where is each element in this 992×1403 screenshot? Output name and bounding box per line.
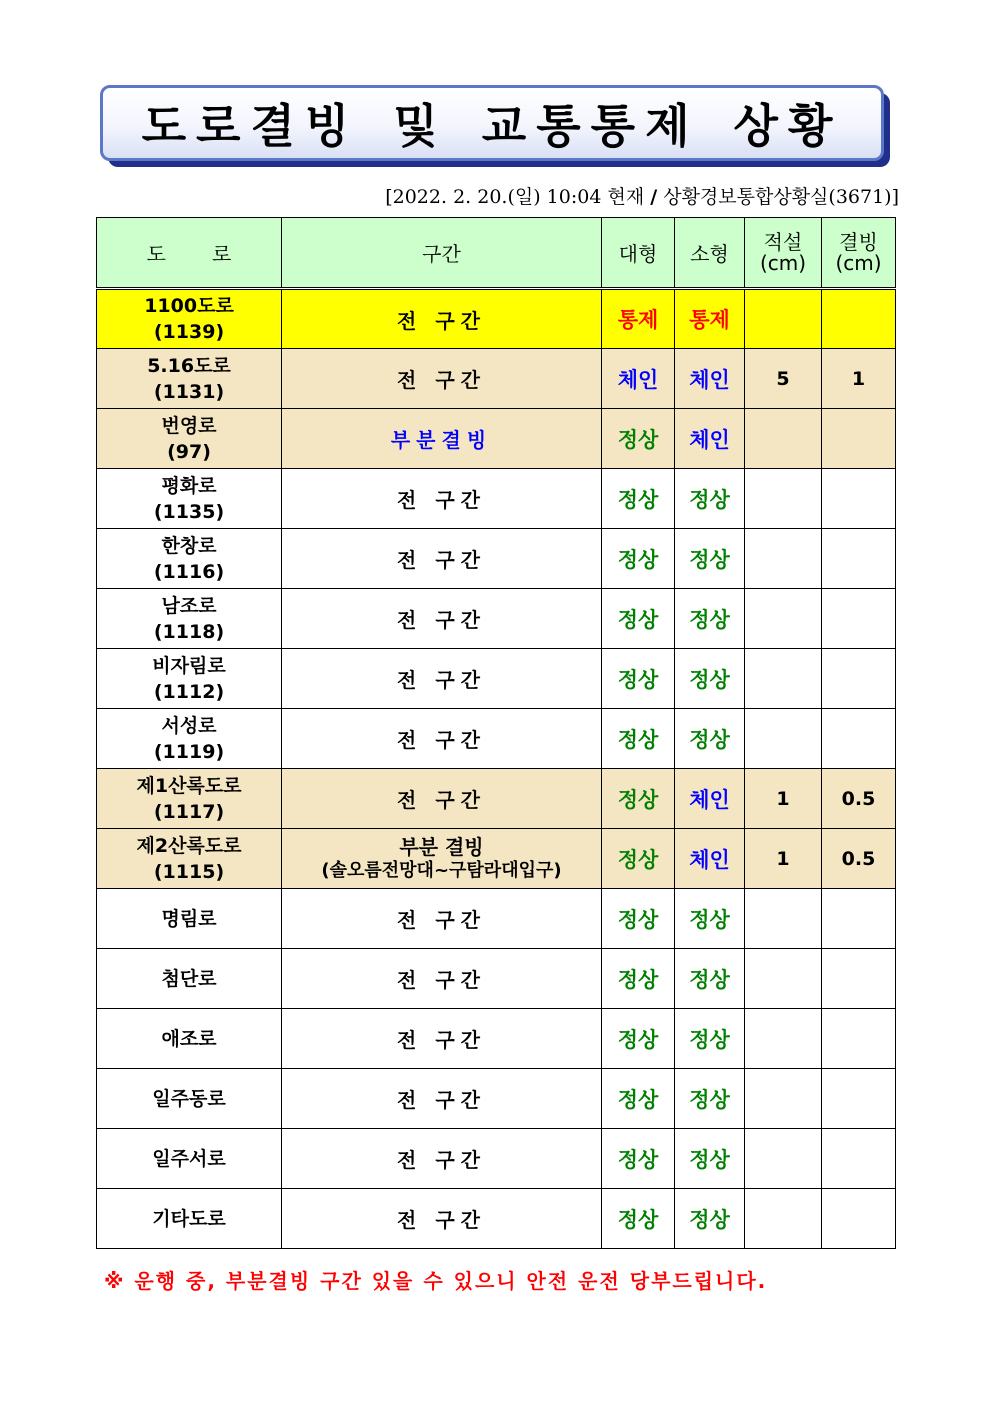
ice-depth-value <box>822 289 896 349</box>
road-name-cell <box>97 349 282 409</box>
small-vehicle-status: 정상 <box>675 709 745 769</box>
section-label: 전 구간 <box>282 1189 602 1249</box>
section-label: 전 구간 <box>282 1129 602 1189</box>
road-name: 1100도로 <box>144 295 234 317</box>
large-vehicle-status: 정상 <box>602 409 675 469</box>
road-code: (1115) <box>153 860 225 883</box>
section-label: 전 구간 <box>282 1069 602 1129</box>
table-body <box>97 289 896 1249</box>
section-label: 전 구간 <box>282 529 602 589</box>
table-row <box>97 1129 896 1189</box>
road-name-cell <box>97 709 282 769</box>
ice-depth-value <box>822 1069 896 1129</box>
large-vehicle-status: 정상 <box>602 1069 675 1129</box>
table-row <box>97 649 896 709</box>
snow-depth-value <box>745 709 822 769</box>
table-row <box>97 409 896 469</box>
section-label: 전 구간 <box>282 769 602 829</box>
road-code: (1135) <box>153 500 225 523</box>
road-name-cell <box>97 949 282 1009</box>
section-label: 전 구간 <box>282 649 602 709</box>
title-box <box>100 85 884 161</box>
road-name: 비자림로 <box>152 654 226 677</box>
large-vehicle-status: 정상 <box>602 769 675 829</box>
large-vehicle-status: 정상 <box>602 589 675 649</box>
small-vehicle-status: 체인 <box>675 769 745 829</box>
header-road: 도로 <box>97 218 282 289</box>
ice-depth-value <box>822 469 896 529</box>
road-name: 서성로 <box>161 714 217 737</box>
road-status-table <box>96 217 896 1249</box>
safety-notice: ※ 운행 중, 부분결빙 구간 있을 수 있으니 안전 운전 당부드립니다. <box>104 1269 768 1293</box>
large-vehicle-status: 정상 <box>602 469 675 529</box>
small-vehicle-status: 정상 <box>675 589 745 649</box>
large-vehicle-status: 정상 <box>602 949 675 1009</box>
road-name-cell <box>97 289 282 349</box>
road-name-cell <box>97 529 282 589</box>
large-vehicle-status: 정상 <box>602 709 675 769</box>
ice-depth-value <box>822 409 896 469</box>
road-name: 남조로 <box>161 594 217 617</box>
large-vehicle-status: 정상 <box>602 529 675 589</box>
large-vehicle-status: 정상 <box>602 1009 675 1069</box>
small-vehicle-status: 정상 <box>675 529 745 589</box>
road-name-cell <box>97 1129 282 1189</box>
ice-depth-value: 0.5 <box>822 769 896 829</box>
road-name-cell <box>97 589 282 649</box>
report-date: [2022. 2. 20.(일) 10:04 현재 <box>385 186 645 208</box>
header-large-vehicle: 대형 <box>602 218 675 289</box>
road-name-cell <box>97 769 282 829</box>
road-code: (1131) <box>153 380 225 403</box>
small-vehicle-status: 체인 <box>675 409 745 469</box>
road-code: (1139) <box>153 321 225 343</box>
snow-depth-value <box>745 469 822 529</box>
road-name-cell <box>97 469 282 529</box>
small-vehicle-status: 정상 <box>675 469 745 529</box>
table-row <box>97 529 896 589</box>
ice-depth-value <box>822 1009 896 1069</box>
page-title: 도로결빙 및 교통통제 상황 <box>141 99 843 153</box>
road-name: 한창로 <box>161 534 217 557</box>
table-row <box>97 349 896 409</box>
large-vehicle-status: 정상 <box>602 649 675 709</box>
large-vehicle-status: 체인 <box>602 349 675 409</box>
snow-depth-value: 1 <box>745 769 822 829</box>
snow-depth-value <box>745 589 822 649</box>
ice-depth-value: 0.5 <box>822 829 896 889</box>
table-header-row <box>97 218 896 289</box>
road-name-cell <box>97 1009 282 1069</box>
small-vehicle-status: 체인 <box>675 829 745 889</box>
snow-depth-value <box>745 1069 822 1129</box>
road-code: (1118) <box>153 620 225 643</box>
road-name-cell <box>97 1189 282 1249</box>
road-name: 애조로 <box>161 1027 217 1050</box>
section-label: 전 구간 <box>282 589 602 649</box>
report-timestamp <box>385 182 899 209</box>
road-code: (1117) <box>153 800 225 823</box>
section-cell <box>282 829 602 889</box>
road-name: 제1산록도로 <box>136 774 242 797</box>
small-vehicle-status: 정상 <box>675 1129 745 1189</box>
ice-depth-value <box>822 889 896 949</box>
header-snow-depth: 적설 (cm) <box>745 218 822 289</box>
large-vehicle-status: 정상 <box>602 1189 675 1249</box>
snow-depth-value: 5 <box>745 349 822 409</box>
ice-depth-value <box>822 529 896 589</box>
large-vehicle-status: 정상 <box>602 1129 675 1189</box>
snow-depth-value <box>745 1129 822 1189</box>
table-row <box>97 829 896 889</box>
road-name-cell <box>97 649 282 709</box>
table-row <box>97 589 896 649</box>
road-code: (1116) <box>153 560 225 583</box>
snow-depth-value <box>745 529 822 589</box>
section-label: 전 구간 <box>282 349 602 409</box>
table-row <box>97 469 896 529</box>
road-name: 평화로 <box>161 474 217 497</box>
road-name: 번영로 <box>161 414 217 437</box>
section-detail: (솔오름전망대~구탐라대입구) <box>321 859 562 881</box>
snow-depth-value <box>745 889 822 949</box>
road-code: (97) <box>167 440 211 463</box>
large-vehicle-status: 통제 <box>602 289 675 349</box>
section-label: 전 구간 <box>282 949 602 1009</box>
snow-depth-value <box>745 949 822 1009</box>
header-section: 구간 <box>282 218 602 289</box>
header-small-vehicle: 소형 <box>675 218 745 289</box>
ice-depth-value <box>822 589 896 649</box>
large-vehicle-status: 정상 <box>602 889 675 949</box>
snow-depth-value <box>745 289 822 349</box>
small-vehicle-status: 정상 <box>675 1009 745 1069</box>
table-row <box>97 769 896 829</box>
title-banner <box>100 85 890 167</box>
large-vehicle-status: 정상 <box>602 829 675 889</box>
section-label: 부분결빙 <box>282 409 602 469</box>
report-office: 상황경보통합상황실(3671)] <box>663 186 899 208</box>
table-row <box>97 889 896 949</box>
ice-depth-value <box>822 709 896 769</box>
road-name: 5.16도로 <box>147 354 231 377</box>
road-name: 명림로 <box>161 907 217 930</box>
small-vehicle-status: 정상 <box>675 1069 745 1129</box>
snow-depth-value <box>745 409 822 469</box>
table-row <box>97 1009 896 1069</box>
snow-depth-value <box>745 1009 822 1069</box>
ice-depth-value <box>822 649 896 709</box>
small-vehicle-status: 체인 <box>675 349 745 409</box>
table-row <box>97 709 896 769</box>
table-row <box>97 1069 896 1129</box>
snow-depth-value <box>745 649 822 709</box>
ice-depth-value <box>822 1189 896 1249</box>
section-label: 전 구간 <box>282 289 602 349</box>
road-name: 일주서로 <box>152 1147 226 1170</box>
small-vehicle-status: 정상 <box>675 649 745 709</box>
road-name: 제2산록도로 <box>136 834 242 857</box>
road-name: 기타도로 <box>152 1207 226 1230</box>
header-ice-depth: 결빙 (cm) <box>822 218 896 289</box>
small-vehicle-status: 정상 <box>675 949 745 1009</box>
small-vehicle-status: 정상 <box>675 1189 745 1249</box>
small-vehicle-status: 통제 <box>675 289 745 349</box>
road-code: (1112) <box>153 680 225 703</box>
road-name-cell <box>97 829 282 889</box>
ice-depth-value <box>822 949 896 1009</box>
table-row <box>97 1189 896 1249</box>
section-label: 전 구간 <box>282 709 602 769</box>
table-row <box>97 289 896 349</box>
section-label: 전 구간 <box>282 469 602 529</box>
road-name-cell <box>97 409 282 469</box>
road-code: (1119) <box>153 740 225 763</box>
road-name: 일주동로 <box>152 1087 226 1110</box>
small-vehicle-status: 정상 <box>675 889 745 949</box>
section-label: 전 구간 <box>282 1009 602 1069</box>
road-name-cell <box>97 889 282 949</box>
table-row <box>97 949 896 1009</box>
snow-depth-value <box>745 1189 822 1249</box>
section-label: 전 구간 <box>282 889 602 949</box>
snow-depth-value: 1 <box>745 829 822 889</box>
road-name-cell <box>97 1069 282 1129</box>
ice-depth-value: 1 <box>822 349 896 409</box>
ice-depth-value <box>822 1129 896 1189</box>
section-label: 부분 결빙 <box>399 834 484 859</box>
subtitle-separator: / <box>650 186 658 208</box>
road-name: 첨단로 <box>161 967 217 990</box>
